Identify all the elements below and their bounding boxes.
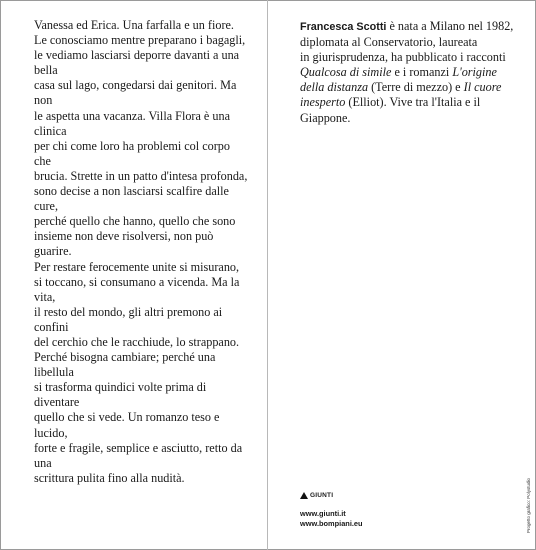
blurb-line: perché quello che hanno, quello che sono	[34, 214, 236, 229]
author-bio	[300, 19, 520, 126]
bio-text: in giurisprudenza, ha pubblicato i racconti	[300, 50, 506, 65]
bio-text: (Elliot). Vive tra l'Italia e il Giappone.	[300, 95, 481, 125]
blurb-line: casa sul lago, congedarsi dai genitori. Ma non	[34, 78, 237, 108]
blurb-line: sono decise a non lasciarsi scalfire dalle cure,	[34, 184, 229, 214]
blurb-text	[34, 18, 249, 486]
blurb-line: forte e fragile, semplice e asciutto, retto da una	[34, 440, 243, 470]
blurb-line: scrittura pulita fino alla nudità.	[34, 470, 185, 485]
publisher-website: www.giunti.it	[300, 509, 346, 518]
publisher-website: www.bompiani.eu	[300, 519, 363, 528]
book-title: Qualcosa di simile	[300, 65, 392, 80]
blurb-line: brucia. Strette in un patto d'intesa profonda,	[34, 168, 248, 183]
bio-text: e i romanzi	[391, 65, 453, 80]
flap-fold-line	[267, 0, 268, 550]
blurb-line: quello che si vede. Un romanzo teso e lucido,	[34, 410, 220, 440]
publisher-logo	[300, 492, 363, 499]
design-credit: Progetto grafico: Polystudio	[526, 477, 531, 533]
author-name: Francesca Scotti	[300, 21, 387, 33]
blurb-line: si toccano, si consumano a vicenda. Ma la vita,	[34, 274, 240, 304]
blurb-line: Perché bisogna cambiare; perché una libellula	[34, 350, 216, 380]
blurb-line: le aspetta una vacanza. Villa Flora è una clinica	[34, 108, 230, 138]
blurb-line: Per restare ferocemente unite si misurano,	[34, 259, 240, 274]
book-title: inesperto	[300, 95, 346, 110]
blurb-line: insieme non deve risolversi, non può guarire.	[34, 229, 214, 259]
blurb-line: del cerchio che le racchiude, lo strappano.	[34, 334, 240, 349]
book-title: Il cuore	[463, 80, 502, 95]
blurb-line: si trasforma quindici volte prima di diventare	[34, 380, 207, 410]
bio-text: (Terre di mezzo) e	[368, 80, 464, 95]
blurb-line: Vanessa ed Erica. Una farfalla e un fiore.	[34, 18, 234, 32]
book-title: L'origine	[452, 65, 497, 80]
blurb-line: il resto del mondo, gli altri premono ai confini	[34, 304, 223, 334]
book-title: della distanza	[300, 80, 369, 95]
publisher-block	[300, 492, 363, 529]
bio-text: diplomata al Conservatorio, laureata	[300, 35, 478, 50]
blurb-line: Le conosciamo mentre preparano i bagagli,	[34, 33, 246, 48]
giunti-logo-icon	[300, 492, 308, 499]
publisher-logo-text: GIUNTI	[310, 492, 334, 499]
blurb-line: le vediamo lasciarsi deporre davanti a una bella	[34, 48, 240, 78]
blurb-line: per chi come loro ha problemi col corpo che	[34, 138, 230, 168]
bio-text: è nata a Milano nel 1982,	[386, 19, 514, 33]
